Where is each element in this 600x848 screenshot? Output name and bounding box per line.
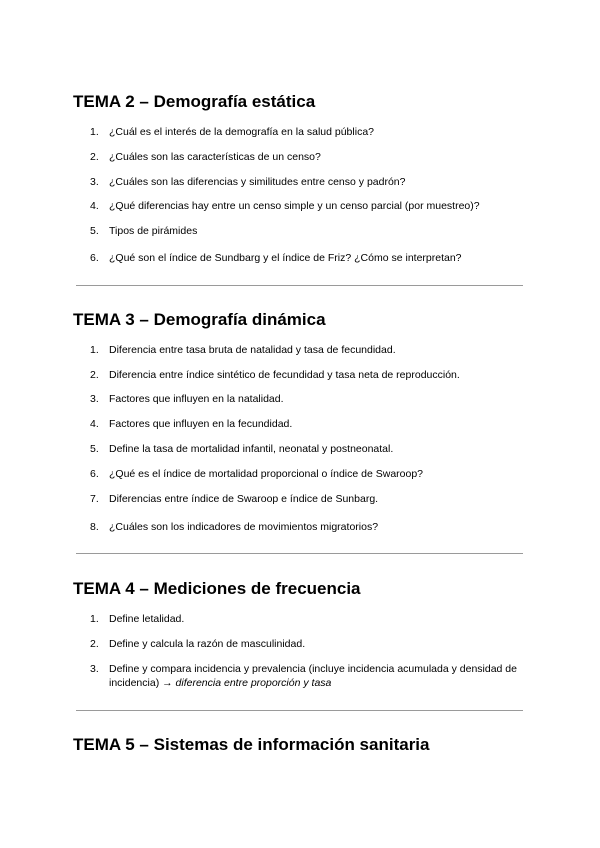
item-text: ¿Cuál es el interés de la demografía en la salud pública? bbox=[109, 126, 374, 138]
item-text: Define la tasa de mortalidad infantil, neonatal y postneonatal. bbox=[109, 443, 394, 455]
item-number: 3. bbox=[90, 176, 99, 188]
item-text: Tipos de pirámides bbox=[109, 225, 198, 237]
item-text: ¿Cuáles son las diferencias y similitudes entre censo y padrón? bbox=[109, 176, 406, 188]
item-number: 3. bbox=[90, 663, 99, 675]
item-number: 7. bbox=[90, 493, 99, 505]
section-heading-tema-5: TEMA 5 – Sistemas de información sanitaria bbox=[73, 735, 430, 754]
item-number: 1. bbox=[90, 613, 99, 625]
item-number: 4. bbox=[90, 200, 99, 212]
item-text: Define letalidad. bbox=[109, 613, 185, 625]
item-text: ¿Qué es el índice de mortalidad proporcional o índice de Swaroop? bbox=[109, 468, 424, 480]
item-text: Diferencias entre índice de Swaroop e índice de Sunbarg. bbox=[109, 493, 379, 505]
item-number: 2. bbox=[90, 638, 99, 650]
section-divider bbox=[76, 710, 523, 711]
section-divider bbox=[76, 285, 523, 286]
item-number: 2. bbox=[90, 151, 99, 163]
item-number: 4. bbox=[90, 418, 99, 430]
item-text: ¿Qué son el índice de Sundbarg y el índice de Friz? ¿Cómo se interpretan? bbox=[109, 252, 462, 264]
section-divider bbox=[76, 553, 523, 554]
item-text: Factores que influyen en la fecundidad. bbox=[109, 418, 293, 430]
item-number: 1. bbox=[90, 126, 99, 138]
item-number: 6. bbox=[90, 468, 99, 480]
section-heading-tema-2: TEMA 2 – Demografía estática bbox=[73, 92, 316, 111]
section-heading-tema-4: TEMA 4 – Mediciones de frecuencia bbox=[73, 579, 361, 598]
item-text: ¿Cuáles son los indicadores de movimientos migratorios? bbox=[109, 521, 379, 533]
item-text-main: Define y compara incidencia y prevalencia (incluye incidencia acumulada y densidad de incidencia) → bbox=[109, 663, 517, 689]
item-text: Diferencia entre tasa bruta de natalidad y tasa de fecundidad. bbox=[109, 344, 396, 356]
item-text: Diferencia entre índice sintético de fecundidad y tasa neta de reproducción. bbox=[109, 369, 460, 381]
item-text: Define y calcula la razón de masculinidad. bbox=[109, 638, 306, 650]
item-number: 5. bbox=[90, 443, 99, 455]
item-text bbox=[109, 662, 523, 690]
item-number: 5. bbox=[90, 225, 99, 237]
item-number: 2. bbox=[90, 369, 99, 381]
item-text: ¿Qué diferencias hay entre un censo simple y un censo parcial (por muestreo)? bbox=[109, 200, 480, 212]
item-number: 1. bbox=[90, 344, 99, 356]
item-text: Factores que influyen en la natalidad. bbox=[109, 393, 284, 405]
section-heading-tema-3: TEMA 3 – Demografía dinámica bbox=[73, 310, 326, 329]
item-number: 3. bbox=[90, 393, 99, 405]
item-number: 8. bbox=[90, 521, 99, 533]
item-number: 6. bbox=[90, 252, 99, 264]
item-italic-note: diferencia entre proporción y tasa bbox=[175, 677, 332, 689]
item-text: ¿Cuáles son las características de un censo? bbox=[109, 151, 321, 163]
